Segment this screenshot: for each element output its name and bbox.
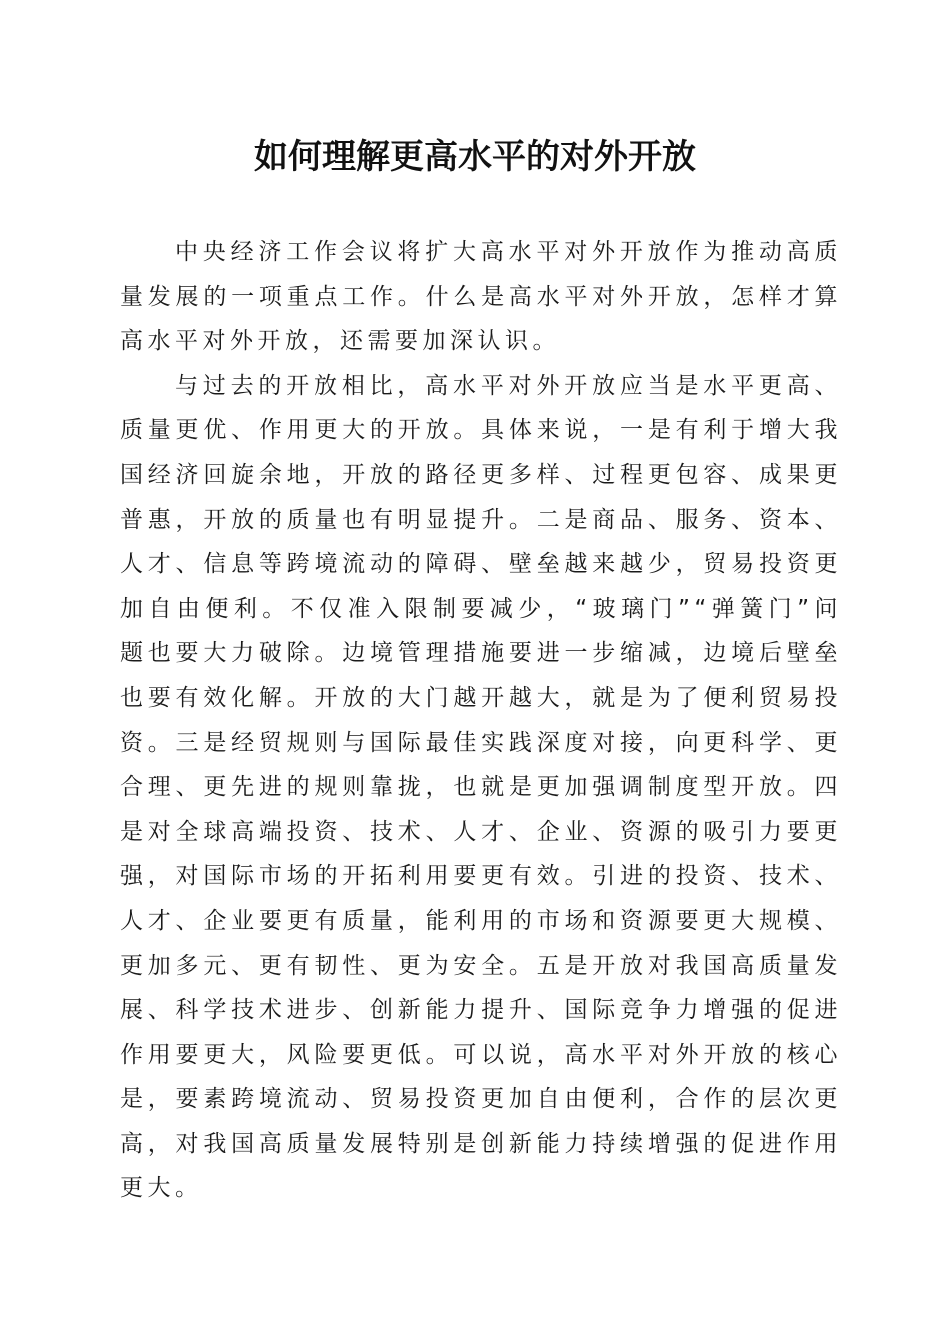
- document-title: 如何理解更高水平的对外开放: [254, 137, 696, 177]
- paragraph-intro: 中央经济工作会议将扩大高水平对外开放作为推动高质量发展的一项重点工作。什么是高水平对外开放，怎样才算高水平对外开放，还需要加深认识。: [120, 239, 842, 355]
- document-body: [120, 230, 842, 1211]
- paragraph-main: 与过去的开放相比，高水平对外开放应当是水平更高、质量更优、作用更大的开放。具体来说，一是有利于增大我国经济回旋余地，开放的路径更多样、过程更包容、成果更普惠，开放的质量也有明显提升。二是商品、服务、资本、人才、信息等跨境流动的障碍、壁垒越来越少，贸易投资更加自由便利。不仅准入限制要减少，“玻璃门”“弹簧门”问题也要大力破除。边境管理措施要进一步缩减，边境后壁垒也要有效化解。开放的大门越开越大，就是为了便利贸易投资。三是经贸规则与国际最佳实践深度对接，向更科学、更合理、更先进的规则靠拢，也就是更加强调制度型开放。四是对全球高端投资、技术、人才、企业、资源的吸引力要更强，对国际市场的开拓利用要更有效。引进的投资、技术、人才、企业要更有质量，能利用的市场和资源要更大规模、更加多元、更有韧性、更为安全。五是开放对我国高质量发展、科学技术进步、创新能力提升、国际竞争力增强的促进作用要更大，风险要更低。可以说，高水平对外开放的核心是，要素跨境流动、贸易投资更加自由便利，合作的层次更高，对我国高质量发展特别是创新能力持续增强的促进作用更大。: [120, 372, 842, 1202]
